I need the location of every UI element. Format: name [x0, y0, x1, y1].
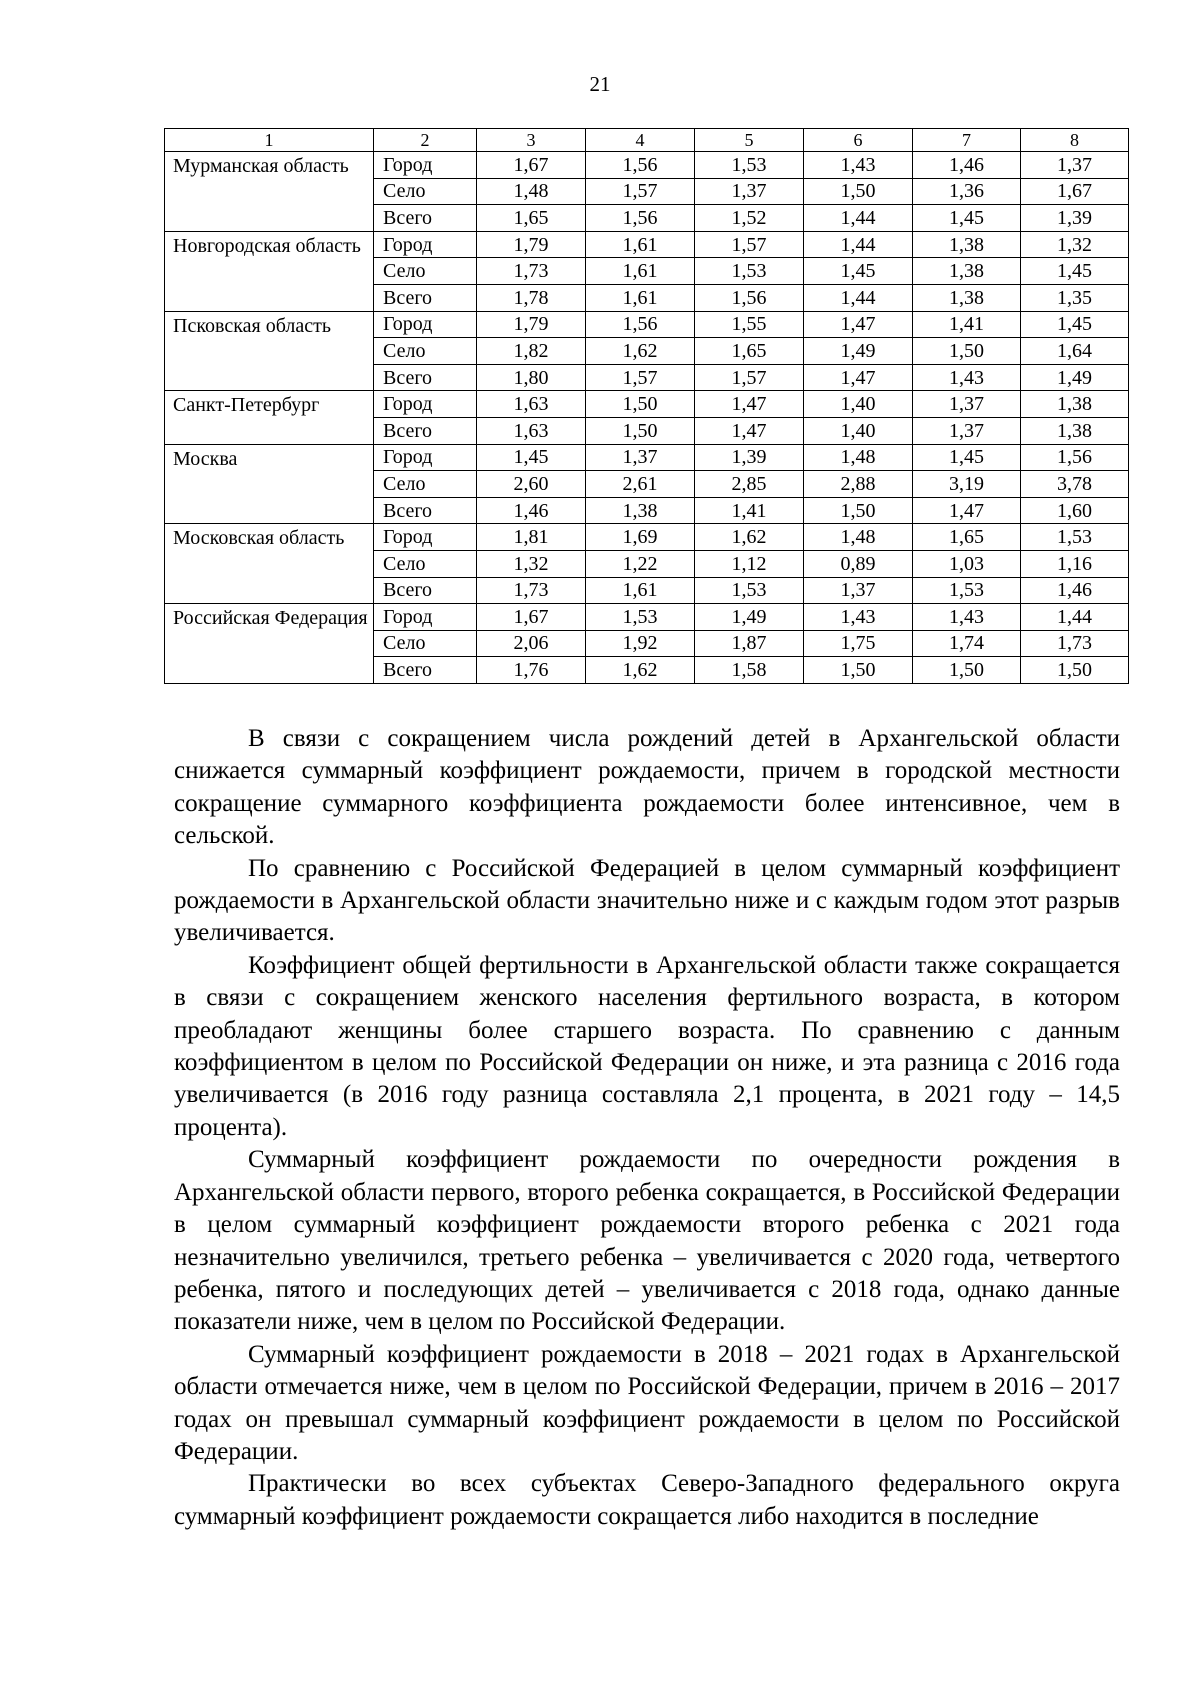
fertility-value: 1,61: [586, 284, 695, 311]
fertility-value: 1,52: [695, 205, 804, 232]
column-number-4: 4: [586, 129, 695, 152]
fertility-value: 1,61: [586, 258, 695, 285]
region-name: Новгородская область: [165, 231, 374, 311]
fertility-value: 1,56: [586, 152, 695, 179]
region-name: Российская Федерация: [165, 604, 374, 684]
fertility-value: 1,32: [1021, 231, 1129, 258]
fertility-value: 1,38: [586, 497, 695, 524]
fertility-value: 1,67: [1021, 178, 1129, 205]
fertility-value: 1,61: [586, 577, 695, 604]
table-row: [165, 152, 1129, 179]
settlement-type: Село: [374, 471, 477, 498]
settlement-type: Село: [374, 258, 477, 285]
region-name: Псковская область: [165, 311, 374, 391]
fertility-value: 1,47: [695, 391, 804, 418]
fertility-value: 1,76: [477, 657, 586, 684]
fertility-value: 1,44: [804, 284, 913, 311]
table-header: [165, 129, 1129, 152]
fertility-value: 1,73: [477, 258, 586, 285]
region-name: Москва: [165, 444, 374, 524]
fertility-value: 1,60: [1021, 497, 1129, 524]
settlement-type: Всего: [374, 284, 477, 311]
fertility-value: 1,56: [586, 205, 695, 232]
fertility-value: 1,38: [913, 258, 1021, 285]
paragraph: По сравнению с Российской Федерацией в целом суммарный коэффициент рождаемости в Архангельской области значительно ниже и с каждым годом этот разрыв увеличивается.: [174, 854, 1120, 947]
fertility-value: 1,63: [477, 417, 586, 444]
fertility-value: 1,37: [695, 178, 804, 205]
fertility-value: 1,45: [913, 205, 1021, 232]
fertility-value: 1,22: [586, 550, 695, 577]
fertility-value: 1,37: [913, 417, 1021, 444]
paragraph: В связи с сокращением числа рождений детей в Архангельской области снижается суммарный коэффициент рождаемости, причем в городской местности сокращение суммарного коэффициента рождаемости более интенсивное, чем в сельской.: [174, 725, 1120, 850]
fertility-value: 1,37: [586, 444, 695, 471]
settlement-type: Село: [374, 630, 477, 657]
region-name: Мурманская область: [165, 152, 374, 232]
settlement-type: Город: [374, 444, 477, 471]
page-number: 21: [589, 72, 611, 96]
fertility-value: 1,37: [1021, 152, 1129, 179]
table-row: [165, 391, 1129, 418]
fertility-value: 1,36: [913, 178, 1021, 205]
fertility-value: 1,39: [1021, 205, 1129, 232]
fertility-value: 2,85: [695, 471, 804, 498]
fertility-value: 1,50: [804, 657, 913, 684]
fertility-value: 2,61: [586, 471, 695, 498]
fertility-value: 1,45: [1021, 311, 1129, 338]
fertility-value: 1,69: [586, 524, 695, 551]
column-number-1: 1: [165, 129, 374, 152]
fertility-value: 1,62: [695, 524, 804, 551]
fertility-value: 1,53: [913, 577, 1021, 604]
fertility-value: 1,80: [477, 364, 586, 391]
column-number-7: 7: [913, 129, 1021, 152]
fertility-value: 1,47: [913, 497, 1021, 524]
fertility-value: 1,74: [913, 630, 1021, 657]
fertility-value: 1,43: [913, 364, 1021, 391]
fertility-value: 1,53: [1021, 524, 1129, 551]
fertility-value: 1,65: [913, 524, 1021, 551]
fertility-value: 1,53: [695, 258, 804, 285]
fertility-value: 1,65: [477, 205, 586, 232]
fertility-value: 1,45: [913, 444, 1021, 471]
fertility-value: 2,06: [477, 630, 586, 657]
fertility-value: 1,79: [477, 311, 586, 338]
fertility-value: 1,67: [477, 604, 586, 631]
fertility-value: 1,87: [695, 630, 804, 657]
fertility-value: 2,88: [804, 471, 913, 498]
fertility-value: 1,79: [477, 231, 586, 258]
paragraph: Практически во всех субъектах Северо-Западного федерального округа суммарный коэффициент рождаемости сокращается либо находится в последние: [174, 1470, 1120, 1530]
fertility-value: 1,37: [913, 391, 1021, 418]
fertility-value: 3,78: [1021, 471, 1129, 498]
fertility-value: 1,50: [586, 391, 695, 418]
fertility-value: 1,50: [1021, 657, 1129, 684]
fertility-value: 3,19: [913, 471, 1021, 498]
region-name: Санкт-Петербург: [165, 391, 374, 444]
settlement-type: Всего: [374, 577, 477, 604]
fertility-value: 1,56: [695, 284, 804, 311]
fertility-value: 0,89: [804, 550, 913, 577]
table-row: [165, 311, 1129, 338]
fertility-value: 1,82: [477, 338, 586, 365]
fertility-value: 1,44: [804, 231, 913, 258]
fertility-value: 1,81: [477, 524, 586, 551]
fertility-value: 1,56: [1021, 444, 1129, 471]
fertility-value: 1,48: [804, 444, 913, 471]
fertility-value: 1,53: [695, 577, 804, 604]
fertility-value: 1,75: [804, 630, 913, 657]
fertility-value: 1,37: [804, 577, 913, 604]
fertility-value: 1,38: [1021, 391, 1129, 418]
fertility-value: 1,73: [477, 577, 586, 604]
settlement-type: Город: [374, 311, 477, 338]
fertility-value: 1,62: [586, 657, 695, 684]
fertility-value: 1,45: [477, 444, 586, 471]
region-name: Московская область: [165, 524, 374, 604]
fertility-value: 1,38: [1021, 417, 1129, 444]
fertility-value: 1,55: [695, 311, 804, 338]
settlement-type: Всего: [374, 364, 477, 391]
fertility-value: 1,53: [695, 152, 804, 179]
fertility-value: 1,67: [477, 152, 586, 179]
settlement-type: Село: [374, 338, 477, 365]
fertility-value: 1,39: [695, 444, 804, 471]
fertility-value: 1,47: [804, 311, 913, 338]
fertility-value: 1,50: [586, 417, 695, 444]
paragraph: Суммарный коэффициент рождаемости в 2018 – 2021 годах в Архангельской области отмечается ниже, чем в целом по Российской Федерации, причем в 2016 – 2017 годах он превышал суммарный коэффициент рождаемости в целом по Российской Федерации.: [174, 1340, 1120, 1465]
column-number-3: 3: [477, 129, 586, 152]
fertility-value: 1,43: [804, 152, 913, 179]
fertility-table: [164, 128, 1129, 684]
fertility-value: 1,46: [477, 497, 586, 524]
fertility-value: 1,49: [695, 604, 804, 631]
fertility-value: 1,49: [1021, 364, 1129, 391]
fertility-value: 1,50: [913, 657, 1021, 684]
fertility-value: 1,61: [586, 231, 695, 258]
settlement-type: Город: [374, 391, 477, 418]
fertility-value: 1,53: [586, 604, 695, 631]
fertility-value: 1,57: [586, 178, 695, 205]
fertility-value: 2,60: [477, 471, 586, 498]
fertility-value: 1,92: [586, 630, 695, 657]
fertility-value: 1,47: [695, 417, 804, 444]
fertility-value: 1,56: [586, 311, 695, 338]
fertility-value: 1,65: [695, 338, 804, 365]
fertility-value: 1,46: [1021, 577, 1129, 604]
fertility-value: 1,58: [695, 657, 804, 684]
fertility-value: 1,64: [1021, 338, 1129, 365]
paragraph: Коэффициент общей фертильности в Архангельской области также сокращается в связи с сокращением женского населения фертильного возраста, в котором преобладают женщины более старшего возраста. По сравнению с данным коэффициентом в целом по Российской Федерации он ниже, и эта разница с 2016 года увеличивается (в 2016 году разница составляла 2,1 процента, в 2021 году – 14,5 процента).: [174, 951, 1120, 1141]
fertility-value: 1,45: [804, 258, 913, 285]
column-number-8: 8: [1021, 129, 1129, 152]
fertility-value: 1,63: [477, 391, 586, 418]
fertility-value: 1,38: [913, 284, 1021, 311]
fertility-value: 1,45: [1021, 258, 1129, 285]
fertility-value: 1,44: [1021, 604, 1129, 631]
column-number-5: 5: [695, 129, 804, 152]
settlement-type: Город: [374, 604, 477, 631]
settlement-type: Всего: [374, 657, 477, 684]
table-row: [165, 604, 1129, 631]
column-number-6: 6: [804, 129, 913, 152]
table-body: [165, 152, 1129, 684]
fertility-value: 1,40: [804, 391, 913, 418]
table-row: [165, 231, 1129, 258]
fertility-value: 1,44: [804, 205, 913, 232]
fertility-value: 1,73: [1021, 630, 1129, 657]
fertility-value: 1,57: [586, 364, 695, 391]
fertility-value: 1,41: [913, 311, 1021, 338]
fertility-value: 1,43: [913, 604, 1021, 631]
fertility-value: 1,46: [913, 152, 1021, 179]
fertility-value: 1,57: [695, 231, 804, 258]
fertility-value: 1,12: [695, 550, 804, 577]
settlement-type: Всего: [374, 205, 477, 232]
settlement-type: Село: [374, 550, 477, 577]
settlement-type: Город: [374, 152, 477, 179]
fertility-value: 1,48: [804, 524, 913, 551]
column-number-2: 2: [374, 129, 477, 152]
fertility-value: 1,48: [477, 178, 586, 205]
table-header-row: [165, 129, 1129, 152]
fertility-value: 1,50: [804, 497, 913, 524]
fertility-value: 1,43: [804, 604, 913, 631]
table-row: [165, 444, 1129, 471]
settlement-type: Всего: [374, 417, 477, 444]
fertility-value: 1,78: [477, 284, 586, 311]
fertility-value: 1,40: [804, 417, 913, 444]
fertility-value: 1,38: [913, 231, 1021, 258]
fertility-value: 1,57: [695, 364, 804, 391]
fertility-value: 1,50: [913, 338, 1021, 365]
fertility-value: 1,03: [913, 550, 1021, 577]
body-text: [174, 723, 1120, 1533]
fertility-value: 1,47: [804, 364, 913, 391]
fertility-value: 1,41: [695, 497, 804, 524]
settlement-type: Город: [374, 231, 477, 258]
fertility-value: 1,49: [804, 338, 913, 365]
fertility-value: 1,50: [804, 178, 913, 205]
settlement-type: Город: [374, 524, 477, 551]
fertility-value: 1,62: [586, 338, 695, 365]
paragraph: Суммарный коэффициент рождаемости по очередности рождения в Архангельской области первого, второго ребенка сокращается, в Российской Федерации в целом суммарный коэффициент рождаемости второго ребенка с 2021 года незначительно увеличился, третьего ребенка – увеличивается с 2020 года, четвертого ребенка, пятого и последующих детей – увеличивается с 2018 года, однако данные показатели ниже, чем в целом по Российской Федерации.: [174, 1146, 1120, 1336]
table-row: [165, 524, 1129, 551]
fertility-value: 1,32: [477, 550, 586, 577]
fertility-value: 1,35: [1021, 284, 1129, 311]
settlement-type: Село: [374, 178, 477, 205]
fertility-value: 1,16: [1021, 550, 1129, 577]
settlement-type: Всего: [374, 497, 477, 524]
